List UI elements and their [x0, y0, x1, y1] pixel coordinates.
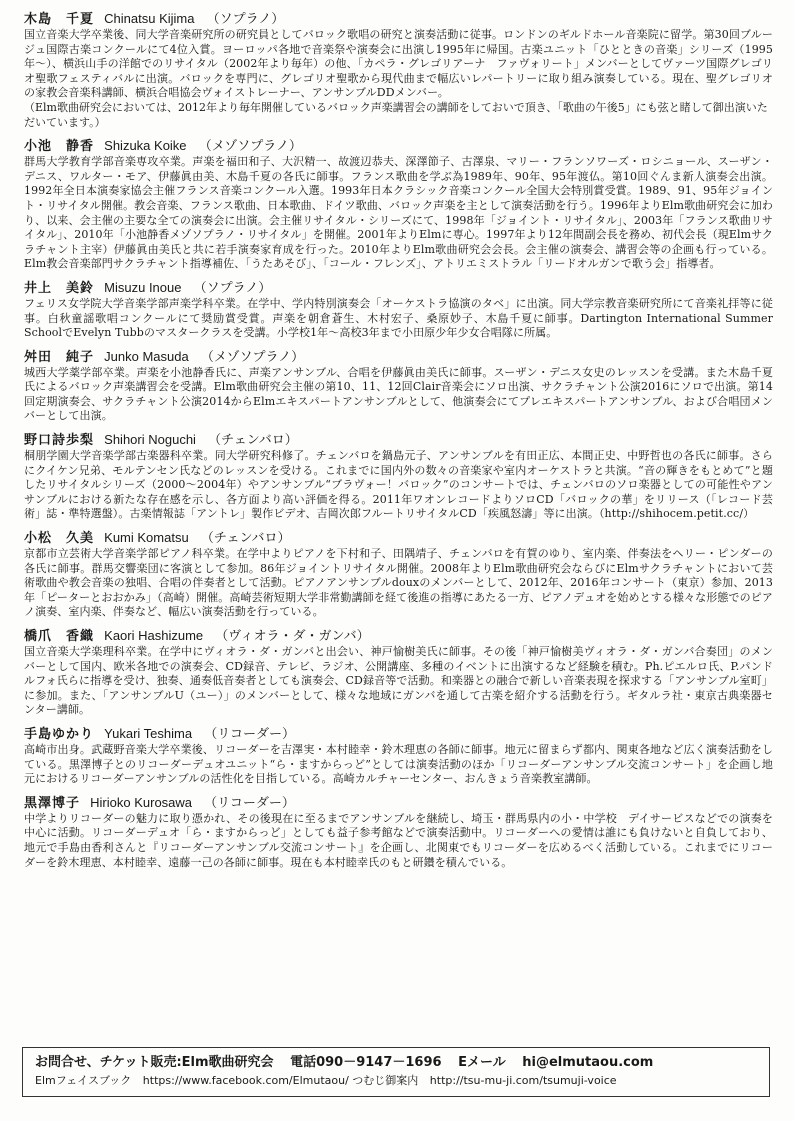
inquiry-label: お問合せ、チケット販売:Elm歌曲研究会	[35, 1055, 274, 1070]
phone-label: 電話090－9147－1696	[290, 1055, 442, 1070]
performer-role: （メゾソプラノ）	[200, 349, 305, 365]
performer-role: （チェンバロ）	[208, 433, 298, 449]
performer-name-jp: 黒澤博子	[24, 795, 81, 811]
performer-name-en: Kaori Hashizume	[104, 628, 204, 643]
performer-name-jp: 木島 千夏	[24, 12, 95, 27]
performer-name-en: Junko Masuda	[104, 348, 189, 364]
performer-name-en: Misuzu Inoue	[104, 279, 182, 295]
profile-header	[24, 137, 773, 155]
contact-line-inquiry	[35, 1053, 757, 1072]
performer-name-jp: 小松 久美	[24, 531, 95, 547]
profile-header	[24, 279, 773, 297]
performer-name-jp: 小池 静香	[24, 139, 95, 155]
performer-bio: 城西大学薬学部卒業。声楽を小池静香氏に、声楽アンサンブル、合唱を伊藤眞由美氏に師事。スーザン・デニス女史のレッスンを受講。また木島千夏氏によるバロック声楽講習会を受講。Elm歌曲研究会主催の第10、11、12回Clair音楽会にソロ出演、サクラチャント公演2016にソロで出演。第14回定期演奏会、サクラチャント公演2014からElmエキスパートアンサンブルとして、他演奏会にてプレエキスパートアンサンブル、および合唱団メンバーとして出演。	[24, 365, 773, 423]
performer-name-en: Yukari Teshima	[104, 725, 193, 741]
profile-header	[24, 529, 773, 547]
performer-role: （ソプラノ）	[206, 12, 285, 27]
profile-noguchi	[24, 431, 773, 522]
profile-header	[24, 10, 773, 28]
performer-note: （Elm歌曲研究会においては、2012年より毎年開催しているバロック声楽講習会の講師をしておいで頂き、「歌曲の午後5」にも弦と睹して御出演いただいています。）	[24, 100, 768, 129]
performer-role: （リコーダー）	[204, 726, 295, 742]
profile-header	[24, 627, 773, 645]
performer-bio: 高崎市出身。武蔵野音楽大学卒業後、リコーダーを吉澤実・本村睦幸・鈴木理恵の各師に師事。地元に留まらず都内、関東各地など広く演奏活動をしている。黒澤博子とのリコーダーデュオユニット“ら・ますからっど”としては演奏活動のほか「リコーダーアンサンブル交流コンサート」を企画し地元におけるリコーダーアンサンブルの活性化を目指している。高崎カルチャーセンター、おんきょう音楽教室講師。	[24, 742, 773, 786]
contact-line-links	[35, 1072, 757, 1089]
performer-name-jp: 野口詩歩梨	[24, 433, 95, 449]
performer-name-en: Chinatsu Kijima	[104, 11, 195, 26]
performer-name-jp: 井上 美鈴	[24, 280, 95, 296]
facebook-label: Elmフェイスブック	[35, 1074, 132, 1087]
performer-name-jp: 手島ゆかり	[24, 726, 95, 742]
profile-komatsu	[24, 529, 773, 620]
performer-bio: 桐朋学園大学音楽学部古楽器科卒業。同大学研究科修了。チェンバロを鍋島元子、アンサンブルを有田正広、本間正史、中野哲也の各氏に師事。さらにクイケン兄弟、モルテンセン氏などのレッスンを受ける。これまでに国内外の数々の音楽家や室内オーケストラと共演。“音の輝きをもとめて”と題したリサイタルシリーズ（2000〜2004年）やアンサンブル“ブラヴォー！バロック”のコンサートでは、チェンバロのソロ楽器としての可能性やアンサンブルにおける新たな存在感を示し、各方面より高い評価を得る。2011年ワオンレコードよりソロCD「バロックの華」をリリース（「レコード芸術」誌・準特選盤）。古楽情報誌「アントレ」製作ビデオ、吉岡次郎フルートリサイタルCD「疾風怒濤」等に出演。（http://shihocem.petit.cc/）	[24, 449, 773, 521]
performer-name-en: Hirioko Kurosawa	[90, 794, 193, 810]
profile-header	[24, 431, 773, 449]
performer-role: （チェンバロ）	[200, 531, 291, 547]
profile-masuda	[24, 348, 773, 424]
performer-role: （ヴィオラ・ダ・ガンバ）	[215, 629, 370, 644]
email-link[interactable]: hi@elmutaou.com	[522, 1055, 654, 1070]
guide-link[interactable]: http://tsu-mu-ji.com/tsumuji-voice	[429, 1074, 617, 1087]
profile-inoue	[24, 279, 773, 341]
performer-name-en: Shihori Noguchi	[104, 432, 196, 448]
performer-bio: 国立音楽大学卒業後、同大学音楽研究所の研究員としてバロック歌唱の研究と演奏活動に従事。ロンドンのギルドホール音楽院に留学。第30回ブルージュ国際古楽コンクールにて4位入賞。ヨーロッパ各地で音楽祭や演奏会に出演し1995年に帰国。古楽ユニット「ひとときの音楽」シリーズ（1995年〜）、横浜山手の洋館でのリサイタル（2002年より毎年）の他、「カペラ・グレゴリアーナ ファヴォリート」メンバーとしてヴァーツ国際グレゴリオ聖歌フェスティバルに出演。バロックを専門に、グレゴリオ聖歌から現代曲まで幅広いレパートリーに取り組み演奏している。現在、聖グレゴリオの家教会音楽科講師、横浜合唱協会ヴォイストレーナー、アンサンブルDDメンバー。	[24, 28, 773, 100]
performer-name-jp: 橋爪 香織	[24, 629, 95, 644]
profile-header	[24, 348, 773, 366]
contact-box	[22, 1047, 770, 1097]
performer-bio: 中学よりリコーダーの魅力に取り憑かれ、その後現在に至るまでアンサンブルを継続し、埼玉・群馬県内の小・中学校 デイサービスなどでの演奏を中心に活動。リコーダーデュオ「ら・ますからっど」としても益子参考館などで演奏活動中。リコーダーへの愛情は誰にも負けないと自負しており、地元で手島由香利さんと『リコーダーアンサンブル交流コンサート』を企画し、北関東でもリコーダーを広めるべく活動している。これまでにリコーダーを鈴木理恵、本村睦幸、遠藤一己の各師に師事。現在も本村睦幸氏のもと研鑽を積んでいる。	[24, 811, 773, 869]
performer-bio: 京都市立芸術大学音楽学部ピアノ科卒業。在学中よりピアノを下村和子、田隅靖子、チェンバロを有賀のゆり、室内楽、伴奏法をヘリー・ピンダーの各氏に師事。群馬交響楽団に客演として参加。86年ジョイントリサイタル開催。2008年よりElm歌曲研究会ならびにElmサクラチャントにおいて芸術歌曲や教会音楽の独唱、合唱の伴奏者として活動。ピアノアンサンブルdouxのメンバーとして、2012年、2016年コンサート（東京）参加、2013年「ピーターとおおかみ」（高崎）開催。高崎芸術短期大学非常勤講師を経て後進の指導にあたる一方、ピアノデュオを始めとする様々な形態でのピアノ演奏、室内楽、伴奏など、幅広い演奏活動を行っている。	[24, 547, 773, 619]
performer-role: （ソプラノ）	[193, 280, 272, 296]
performer-role: （リコーダー）	[204, 795, 295, 811]
profile-koike	[24, 137, 773, 272]
performer-name-jp: 舛田 純子	[24, 349, 95, 365]
profile-header	[24, 725, 773, 743]
performer-name-en: Kumi Komatsu	[104, 530, 189, 546]
performer-name-en: Shizuka Koike	[104, 138, 187, 154]
email-label: Eメール	[458, 1055, 506, 1070]
profile-kijima	[24, 10, 773, 130]
performer-bio: フェリス女学院大学音楽学部声楽学科卒業。在学中、学内特別演奏会「オーケストラ協演のタベ」に出演。同大学宗教音楽研究所にて音楽礼拝等に従事。白秋童謡歌唱コンクールにて奨励賞受賞。声楽を朝倉蒼生、木村宏子、桑原妙子、木島千夏に師事。Dartington International Summer SchoolでEvelyn Tubbのマスタークラスを受講。小学校1年〜高校3年まで小田原少年少女合唱隊に所属。	[24, 296, 773, 340]
profile-header	[24, 794, 773, 812]
profile-kurosawa	[24, 794, 773, 870]
profile-hashizume	[24, 627, 773, 718]
performer-role: （メゾソプラノ）	[198, 139, 302, 155]
performer-bio: 群馬大学教育学部音楽専攻卒業。声楽を福田和子、大沢精一、故渡辺恭夫、深澤節子、古澤泉、マリー・フランソワーズ・ロシニョール、スーザン・デニス、ワルター・モア、伊藤眞由美、木島千夏の各氏に師事。フランス歌曲を学ぶ為1989年、90年、95年渡仏。第10回ぐんま新人演奏会出演。1992年全日本演奏家協会主催フランス音楽コンクール入選。1993年日本クラシック音楽コンクール全国大会特別賞受賞。1989、91、95年ジョイント・リサイタル開催。教会音楽、フランス歌曲、日本歌曲、ドイツ歌曲、バロック声楽を主として演奏活動を行う。1996年よりElm歌曲研究会に加わり、以来、会主催の主要な全ての演奏会に出演。会主催リサイタル・シリーズにて、1998年「ジョイント・リサイタル」、2003年「フランス歌曲リサイタル」、2010年「小池静香メゾソプラノ・リサイタル」を開催。2001年よりElmに専心。1997年より12年間副会長を務め、初代会長（現Elmサクラチャント主宰）伊藤眞由美氏と共に若手演奏家育成を行った。2010年よりElm歌曲研究会会長。会主催の演奏会、講習会等の企画も行っている。Elm教会音楽部門サクラチャント指導補佐、「うたあそび」、「コール・フレンズ」、アトリエミストラル「リードオルガンで歌う会」指導者。	[24, 155, 773, 271]
guide-label: つむじ御案内	[352, 1074, 419, 1087]
performer-bio: 国立音楽大学楽理科卒業。在学中にヴィオラ・ダ・ガンバと出会い、神戸愉樹美氏に師事。その後「神戸愉樹美ヴィオラ・ダ・ガンバ合奏団」のメンバーとして国内、欧米各地での演奏会、CD録音、テレビ、ラジオ、公開講座、多種のイベントに出演するなど経験を積む。Ph.ピエルロ氏、P.パンドルフォ氏らに指導を受け、独奏、通奏低音奏者としても演奏会、CD録音等で活動。和楽器との融合で新しい音楽表現を探求する「アンサンブル室町」に参加。また、「アンサンブルU（ユー）」のメンバーとして、様々な地域にガンバを通して古楽を紹介する活動を行う。ギタルラ社・東京古典楽器センター講師。	[24, 645, 773, 717]
facebook-link[interactable]: https://www.facebook.com/Elmutaou/	[142, 1074, 349, 1087]
profile-teshima	[24, 725, 773, 787]
